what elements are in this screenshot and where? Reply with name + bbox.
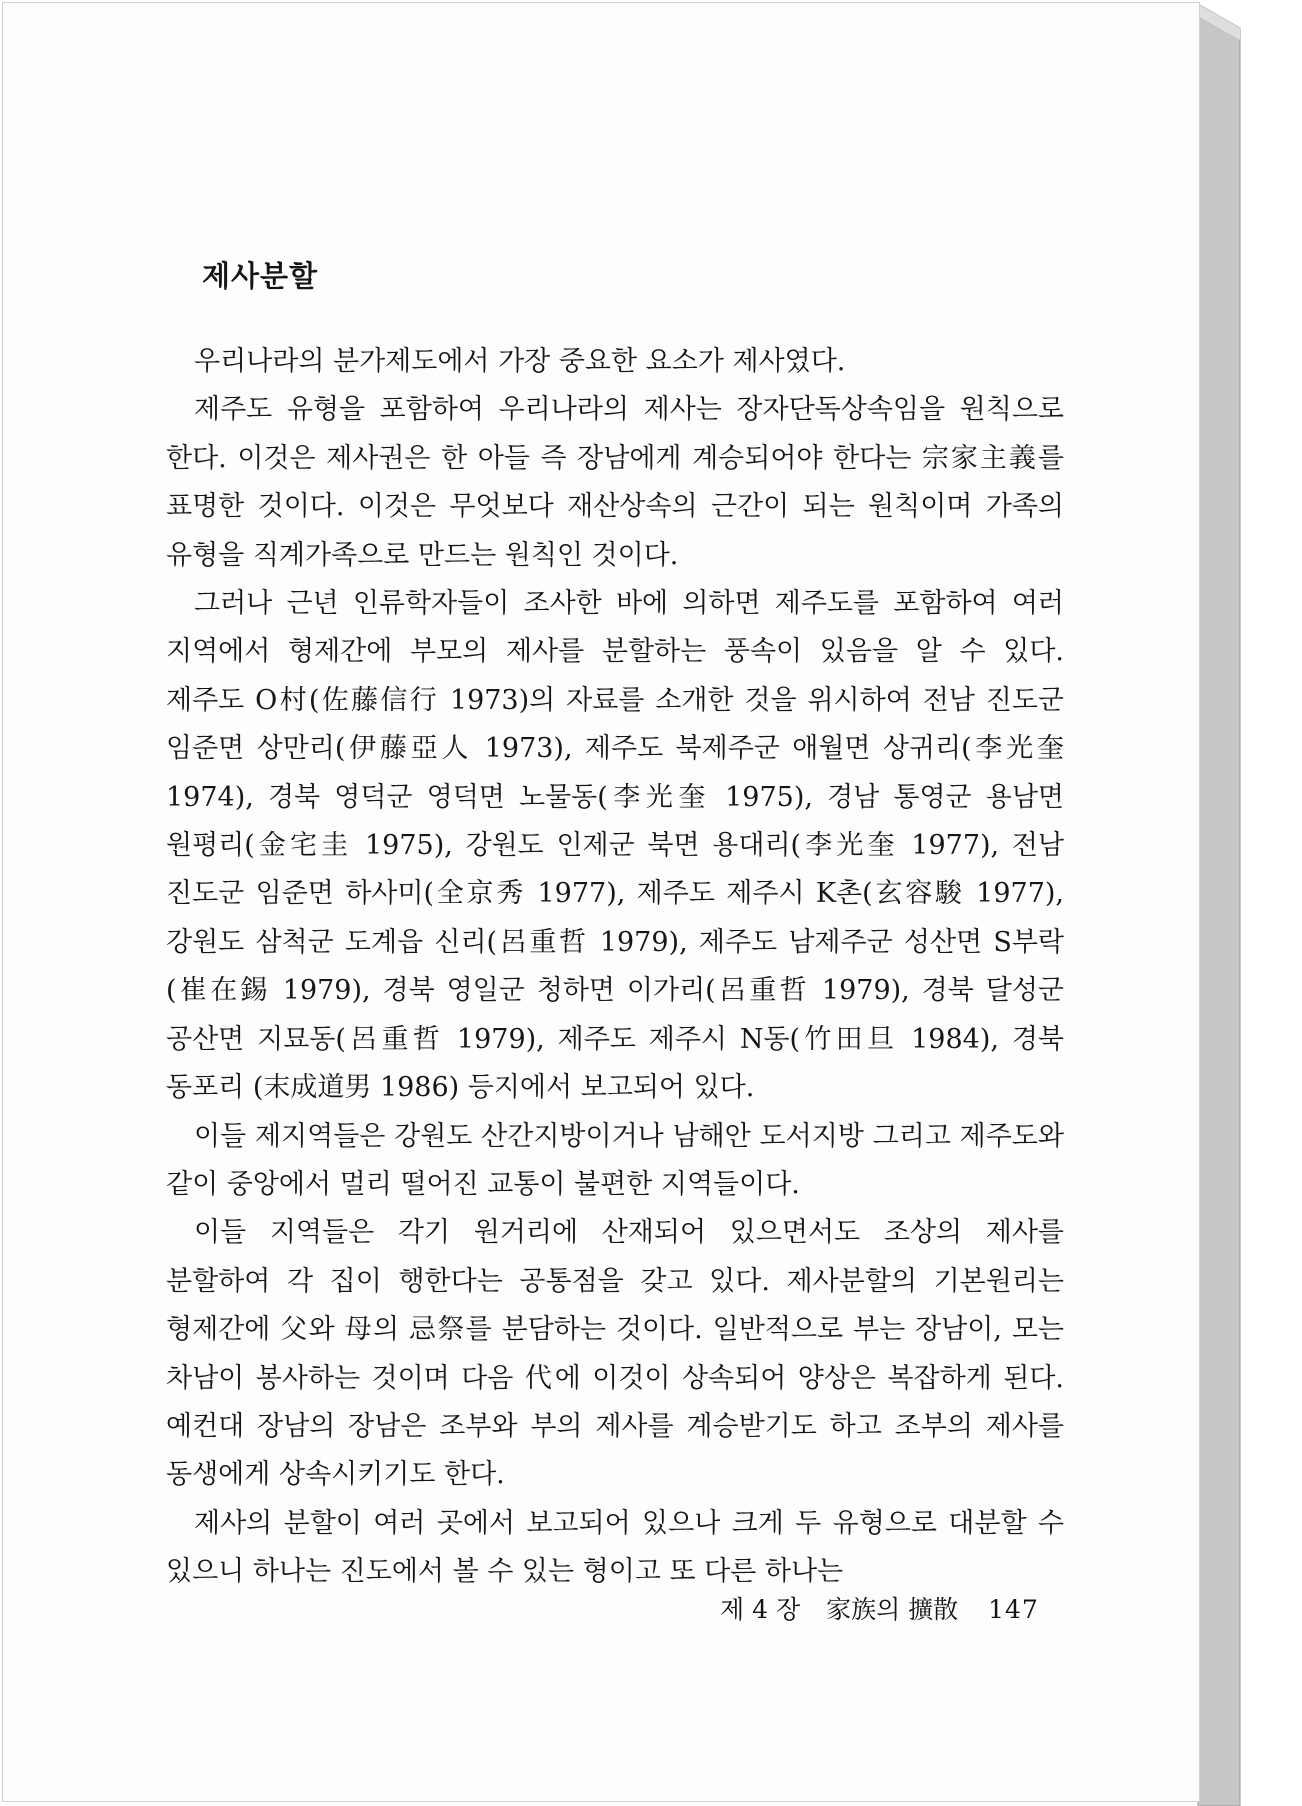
- paragraph: 이들 지역들은 각기 원거리에 산재되어 있으면서도 조상의 제사를 분할하여 각 집이 행한다는 공통점을 갖고 있다. 제사분할의 기본원리는 형제간에 父와 母의 忌祭를 분담하는 것이다. 일반적으로 부는 장남이, 모는 차남이 봉사하는 것이며 다음 代에 이것이 상속되어 양상은 복잡하게 된다. 예컨대 장남의 장남은 조부와 부의 제사를 계승받기도 하고 조부의 제사를 동생에게 상속시키기도 한다.: [166, 1217, 1064, 1491]
- paragraph: 우리나라의 분가제도에서 가장 중요한 요소가 제사였다.: [194, 346, 846, 377]
- paragraph: 제사의 분할이 여러 곳에서 보고되어 있으나 크게 두 유형으로 대분할 수 있으니 하나는 진도에서 볼 수 있는 형이고 또 다른 하나는: [166, 1507, 1064, 1588]
- chapter-title: 家族의 擴散: [826, 1595, 959, 1624]
- chapter-label: 제 4 장: [720, 1595, 801, 1624]
- paragraph: 이들 제지역들은 강원도 산간지방이거나 남해안 도서지방 그리고 제주도와 같이 중앙에서 멀리 떨어진 교통이 불편한 지역들이다.: [166, 1120, 1064, 1200]
- page-footer: [720, 1590, 1039, 1626]
- paragraph: 그러나 근년 인류학자들이 조사한 바에 의하면 제주도를 포함하여 여러 지역에서 형제간에 부모의 제사를 분할하는 풍속이 있음을 알 수 있다. 제주도 O村(佐藤信行 1973)의 자료를 소개한 것을 위시하여 전남 진도군 임준면 상만리(伊藤亞人 1973), 제주도 북제주군 애월면 상귀리(李光奎 1974), 경북 영덕군 영덕면 노물동(李光奎 1975), 경남 통영군 용남면 원평리(金宅圭 1975), 강원도 인제군 북면 용대리(李光奎 1977), 전남 진도군 임준면 하사미(全京秀 1977), 제주도 제주시 K촌(玄容駿 1977), 강원도 삼척군 도계읍 신리(呂重哲 1979), 제주도 남제주군 성산면 S부락(崔在錫 1979), 경북 영일군 청하면 이가리(呂重哲 1979), 경북 달성군 공산면 지묘동(呂重哲 1979), 제주도 제주시 N동(竹田旦 1984), 경북 동포리 (末成道男 1986) 등지에서 보고되어 있다.: [166, 588, 1064, 1104]
- page-number: 147: [988, 1595, 1039, 1624]
- body-text: [166, 338, 1064, 1597]
- paragraph: 제주도 유형을 포함하여 우리나라의 제사는 장자단독상속임을 원칙으로 한다. 이것은 제사권은 한 아들 즉 장남에게 계승되어야 한다는 宗家主義를 표명한 것이다. 이것은 무엇보다 재산상속의 근간이 되는 원칙이며 가족의 유형을 직계가족으로 만드는 원칙인 것이다.: [166, 394, 1064, 571]
- section-title: 제사분할: [202, 259, 319, 293]
